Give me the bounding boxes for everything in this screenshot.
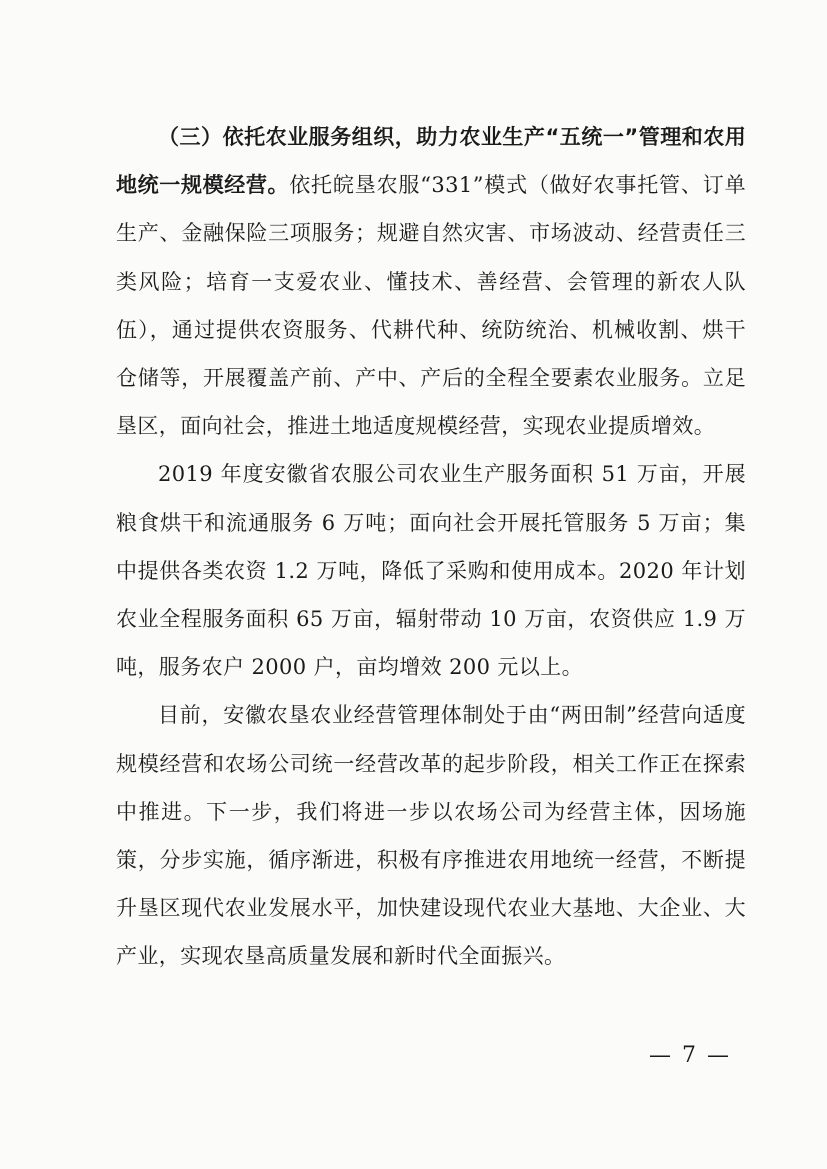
paragraph-2: 2019 年度安徽省农服公司农业生产服务面积 51 万亩，开展粮食烘干和流通服务 6 万吨；面向社会开展托管服务 5 万亩；集中提供各类农资 1.2 万吨，降低了采购和使用成本。2020 年计划农业全程服务面积 65 万亩，辐射带动 10 万亩，农资供应 1.9 万吨，服务农户 2000 户，亩均增效 200 元以上。 [116, 462, 746, 680]
paragraph-3: 目前，安徽农垦农业经营管理体制处于由“两田制”经营向适度规模经营和农场公司统一经营改革的起步阶段，相关工作正在探索中推进。下一步，我们将进一步以农场公司为经营主体，因场施策，分步实施，循序渐进，积极有序推进农用地统一经营，不断提升垦区现代农业发展水平，加快建设现代农业大基地、大企业、大产业，实现农垦高质量发展和新时代全面振兴。 [116, 703, 746, 969]
section-heading: （三）依托农业服务组织，助力农业生产“五统一”管理和农用地统一规模经营。 [116, 125, 746, 198]
paragraph-1 [116, 113, 746, 450]
paragraph-1-text: 依托皖垦农服“331”模式（做好农事托管、订单生产、金融保险三项服务；规避自然灾害、市场波动、经营责任三类风险；培育一支爱农业、懂技术、善经营、会管理的新农人队伍），通过提供农资服务、代耕代种、统防统治、机械收割、烘干仓储等，开展覆盖产前、产中、产后的全程全要素农业服务。立足垦区，面向社会，推进土地适度规模经营，实现农业提质增效。 [116, 173, 746, 439]
document-body [116, 113, 746, 981]
page-number: — 7 — [649, 1043, 731, 1068]
